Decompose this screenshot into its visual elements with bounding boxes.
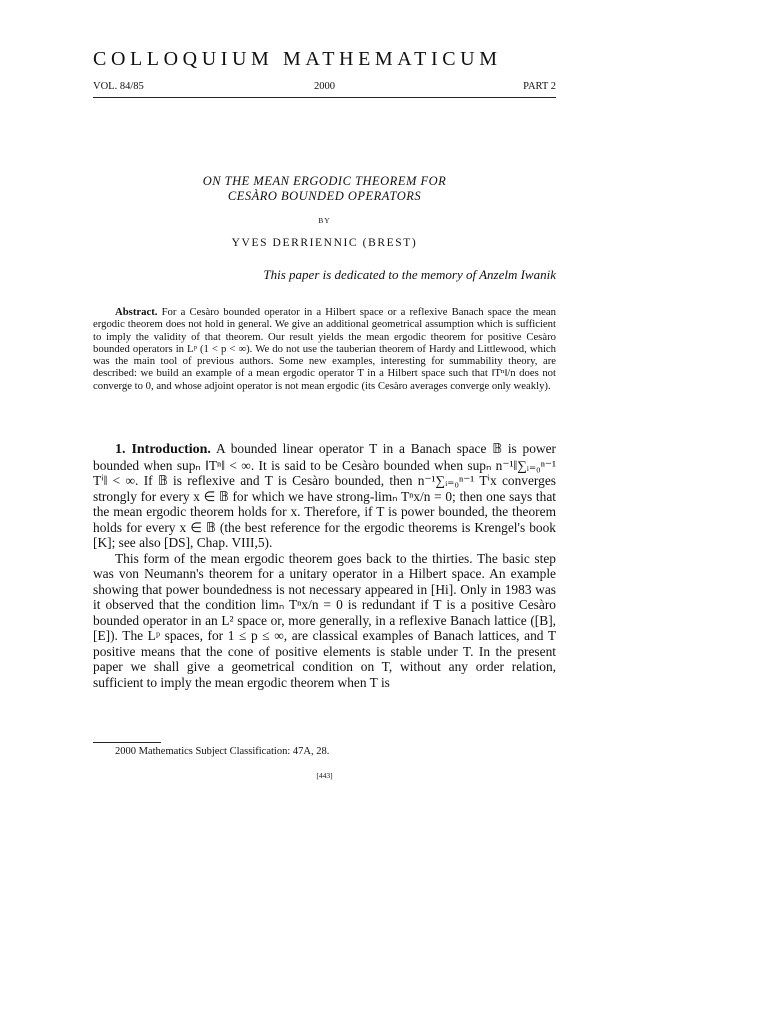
paragraph-2: This form of the mean ergodic theorem goes back to the thirties. The basic step was von Neumann's theorem for a unitary operator in a Hilbert space. An example showing that power boundedness is not necessary appeared in [Hi]. Only in 1983 was it observed that the condition limₙ Tⁿx/n = 0 is redundant if T is a positive Cesàro bounded operator in an L² space or, more generally, in a reflexive Banach lattice ([B], [E]). The Lᵖ spaces, for 1 ≤ p ≤ ∞, are classical examples of Banach lattices, and T positive means that the cone of positive elements is stable under T. In the present paper we shall give a geometrical condition on T, without any order relation, sufficient to imply the mean ergodic theorem when T is	[93, 550, 556, 690]
paragraph-1	[93, 441, 556, 551]
volume-label: VOL. 84/85	[93, 81, 144, 92]
issue-info	[93, 81, 556, 95]
abstract-text: For a Cesàro bounded operator in a Hilbert space or a reflexive Banach space the mean ergodic theorem does not hold in general. We give an additional geometrical assumption which is sufficient to imply the validity of that theorem. Our result yields the mean ergodic theorem for positive Cesàro bounded operators in Lᵖ (1 < p < ∞). We do not use the tauberian theorem of Hardy and Littlewood, which was the main tool of previous authors. Some new examples, interesting for summability theory, are described: we build an example of a mean ergodic operator T in a Hilbert space such that ‖Tⁿ‖/n does not converge to 0, and whose adjoint operator is not mean ergodic (its Cesàro averages converge only weakly).	[93, 306, 556, 392]
paragraph-1-text: A bounded linear operator T in a Banach space 𝔹 is power bounded when supₙ ‖Tⁿ‖ < ∞. It is said to be Cesàro bounded when supₙ n⁻¹‖∑ᵢ₌₀ⁿ⁻¹ Tⁱ‖ < ∞. If 𝔹 is reflexive and T is Cesàro bounded, then n⁻¹∑ᵢ₌₀ⁿ⁻¹ Tⁱx converges strongly for every x ∈ 𝔹 for which we have strong-limₙ Tⁿx/n = 0; then one says that the mean ergodic theorem holds for x. Therefore, if T is power bounded, the theorem holds for every x ∈ 𝔹 (the best reference for the ergodic theorems is Krengel's book [K]; see also [DS], Chap. VIII,5).	[93, 441, 557, 550]
footnote: 2000 Mathematics Subject Classification: 47A, 28.	[115, 746, 330, 757]
journal-title: COLLOQUIUM MATHEMATICUM	[93, 48, 502, 70]
title-line-2: CESÀRO BOUNDED OPERATORS	[227, 189, 422, 203]
year-label: 2000	[314, 81, 335, 92]
section-heading: 1. Introduction.	[115, 442, 211, 457]
article-title	[93, 174, 556, 204]
dedication: This paper is dedicated to the memory of Anzelm Iwanik	[263, 267, 556, 282]
introduction-section	[93, 441, 556, 690]
by-label: BY	[318, 216, 331, 225]
part-label: PART 2	[523, 81, 556, 92]
page-number: [443]	[316, 771, 333, 780]
header-rule	[93, 97, 556, 98]
footnote-rule	[93, 742, 161, 743]
abstract	[93, 306, 556, 392]
author-name: YVES DERRIENNIC (BREST)	[231, 237, 418, 249]
title-line-1: ON THE MEAN ERGODIC THEOREM FOR	[202, 174, 447, 188]
abstract-label: Abstract.	[115, 306, 158, 318]
